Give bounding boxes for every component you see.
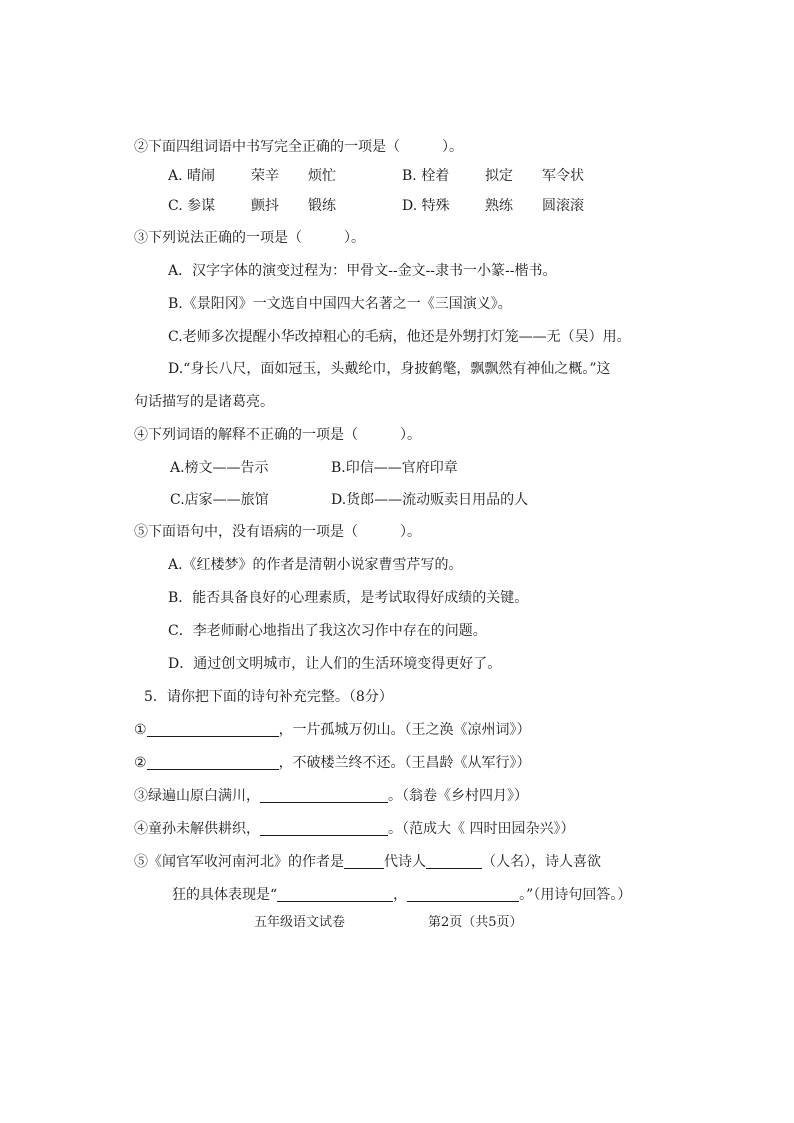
- poem-item-5-tail: （人名），诗人喜欲: [482, 854, 601, 870]
- q5-option-c: C．李老师耐心地指出了我这次习作中存在的问题。: [168, 623, 487, 639]
- poem-item-2-blank[interactable]: [147, 754, 279, 770]
- poem-item-1-text: ，一片孤城万仞山。（王之涣《凉州词》）: [278, 722, 531, 738]
- poem-item-5-mid: 代诗人: [384, 854, 426, 870]
- poem-item-3-source: 。（翁卷《乡村四月》）: [388, 788, 528, 804]
- q4-stem: ④下列词语的解释不正确的一项是（ ）。: [134, 427, 421, 443]
- q2-option-a: A. 晴闹: [168, 168, 216, 184]
- q3-option-c: C.老师多次提醒小华改掉粗心的毛病，他还是外甥打灯笼——无（吴）用。: [168, 329, 631, 345]
- q3-option-d-line2: 句话描写的是诸葛亮。: [134, 394, 274, 410]
- poem-item-4-blank[interactable]: [260, 820, 388, 836]
- q3-stem: ③下列说法正确的一项是（ ）。: [134, 230, 365, 246]
- poem-item-5-line2-tail: 。”（用诗句回答。）: [519, 887, 632, 903]
- q2-option-d-word2: 熟练: [485, 198, 513, 214]
- q5-option-a: A.《红楼梦》的作者是清朝小说家曹雪芹写的。: [168, 557, 463, 573]
- q4-option-d: D.货郎——流动贩卖日用品的人: [331, 492, 529, 508]
- section5-title: 5．请你把下面的诗句补充完整。（8分）: [144, 689, 393, 705]
- q2-option-a-word2: 荣辛: [251, 168, 279, 184]
- answer-blank-1[interactable]: [277, 886, 393, 902]
- q5-stem: ⑤下面语句中，没有语病的一项是（ ）。: [134, 524, 421, 540]
- poem-item-3: [134, 785, 528, 805]
- q2-option-d-word3: 圆滚滚: [542, 198, 584, 214]
- q2-option-c: C. 参谋: [168, 198, 216, 214]
- poem-item-4-source: 。（范成大《 四时田园杂兴》）: [388, 821, 575, 837]
- q2-option-c-word3: 锻练: [308, 198, 336, 214]
- q2-option-b-word2: 拟定: [485, 168, 513, 184]
- poem-item-5-lead: ⑤《闻官军收河南河北》的作者是: [134, 854, 344, 870]
- q5-option-b: B．能否具备良好的心理素质，是考试取得好成绩的关键。: [168, 590, 529, 606]
- q2-stem: ②下面四组词语中书写完全正确的一项是（ ）。: [134, 139, 463, 155]
- poem-item-1: [134, 719, 531, 739]
- poem-item-5-line2-comma: ，: [393, 887, 408, 903]
- q2-option-c-word2: 颤抖: [251, 198, 279, 214]
- poet-name-blank[interactable]: [426, 853, 482, 869]
- dynasty-blank[interactable]: [344, 853, 384, 869]
- poem-item-5-line2-lead: 狂的具体表现是“: [172, 887, 278, 903]
- poem-item-3-lead: ③绿遍山原白满川，: [134, 788, 260, 804]
- footer-subject: 五年级语文试卷: [254, 915, 346, 930]
- q2-option-b-word3: 军令状: [542, 168, 584, 184]
- answer-blank-2[interactable]: [407, 886, 519, 902]
- q3-option-a: A．汉字字体的演变过程为：甲骨文--金文--隶书一小篆--楷书。: [168, 263, 557, 279]
- q2-option-b: B. 栓着: [402, 168, 450, 184]
- poem-item-2-text: ，不破楼兰终不还。（王昌龄《从军行》）: [278, 755, 531, 771]
- footer-page-number: 第2页（共5页）: [428, 915, 523, 930]
- q2-option-a-word3: 烦忙: [308, 168, 336, 184]
- q4-option-c: C.店家——旅馆: [170, 492, 269, 508]
- q4-option-a: A.榜文——告示: [170, 460, 269, 476]
- q5-option-d: D．通过创文明城市，让人们的生活环境变得更好了。: [168, 656, 502, 672]
- poem-item-4-lead: ④童孙未解供耕织，: [134, 821, 260, 837]
- poem-item-1-number: ①: [134, 722, 147, 738]
- poem-item-2: [134, 752, 531, 772]
- poem-item-1-blank[interactable]: [147, 721, 279, 737]
- q2-option-d: D. 特殊: [402, 198, 450, 214]
- poem-item-3-blank[interactable]: [260, 787, 388, 803]
- poem-item-2-number: ②: [134, 755, 147, 771]
- q3-option-d-line1: D.“身长八尺，面如冠玉，头戴纶巾，身披鹤氅，飘飘然有神仙之概。”这: [168, 361, 611, 377]
- q3-option-b: B.《景阳冈》一文选自中国四大名著之一《三国演义》。: [168, 296, 512, 312]
- poem-item-5-line1: [134, 851, 601, 871]
- poem-item-5-line2: [172, 884, 631, 904]
- q4-option-b: B.印信——官府印章: [331, 460, 458, 476]
- poem-item-4: [134, 818, 574, 838]
